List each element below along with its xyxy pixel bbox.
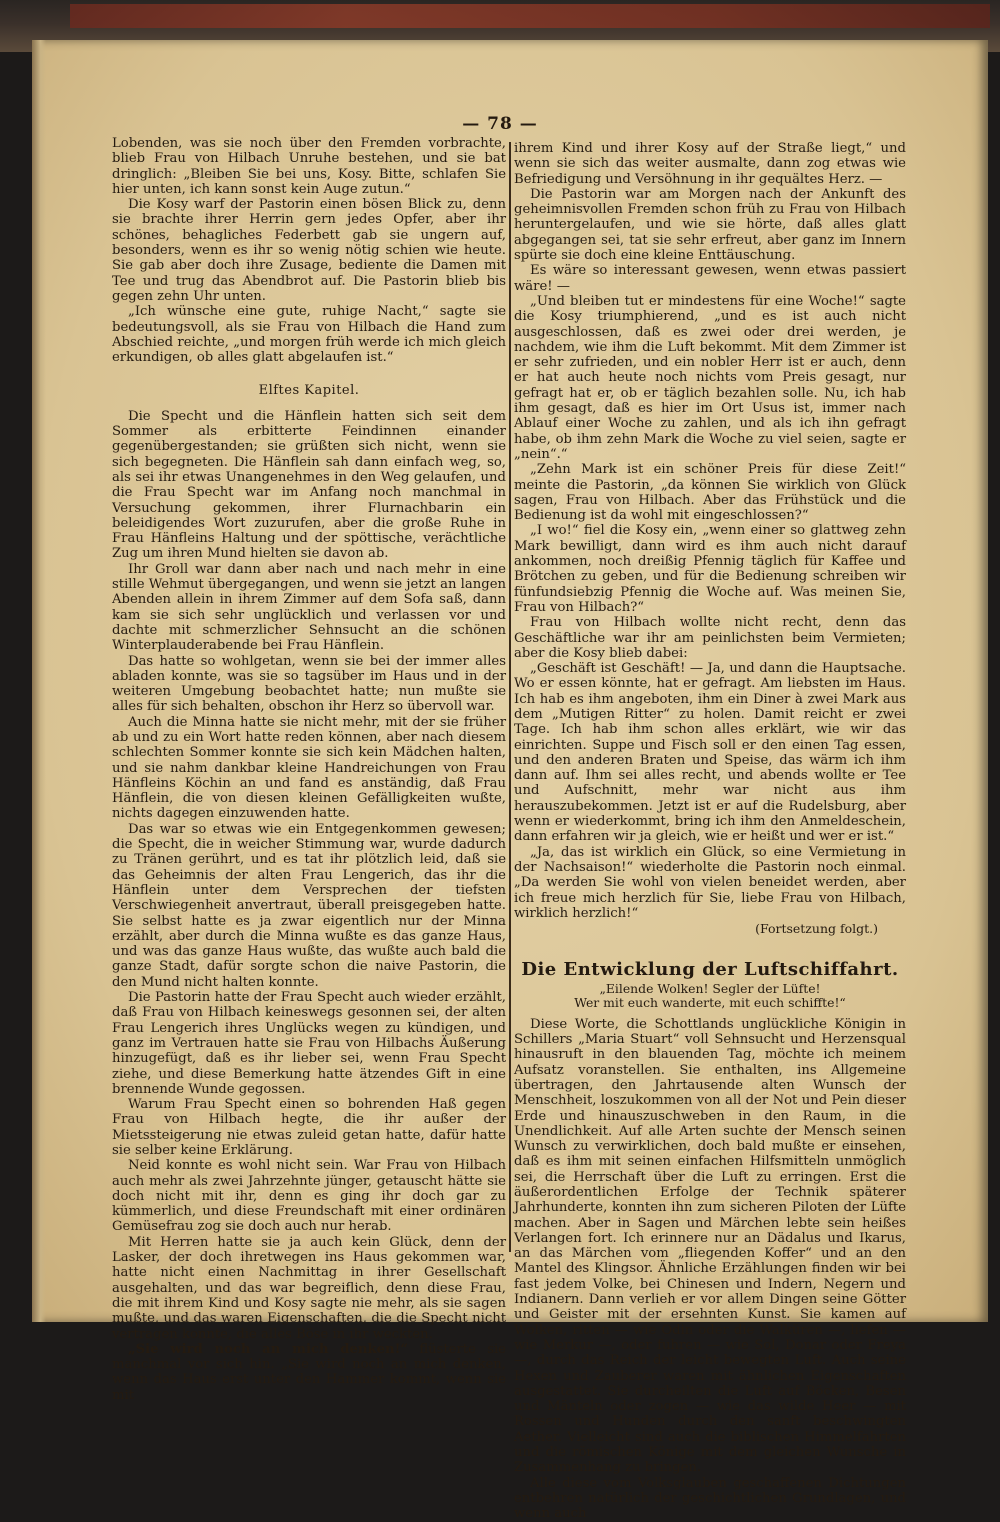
right-paragraph: „Ja, das ist wirklich ein Glück, so eine Vermietung in der Nachsaison!“ wiederholte die Pastorin noch einmal. „Da werden Sie wohl von vielen beneidet werden, aber ich freue mich herzlich für Sie, liebe Frau von Hilbach, wirklich herzlich!“: [514, 844, 906, 921]
left-paragraph: Die Pastorin hatte der Frau Specht auch wieder erzählt, daß Frau von Hilbach keineswegs gesonnen sei, der alten Frau Lengerich ihres Unglücks wegen zu kündigen, und ganz im Vertrauen hatte sie Frau von Hilbachs Äußerung hinzugefügt, daß es ihr lieber sei, wenn Frau Specht ziehe, und diese Bemerkung hatte ätzendes Gift in eine brennende Wunde gegossen.: [112, 990, 506, 1097]
quote-rest: flüsterte sie manchmal vor sich hin. „Sie wird noch an mich denken, wenn das Haus erst unter den Hammer kommt, wenn sie mit: [112, 1341, 506, 1403]
chapter-heading: Elftes Kapitel.: [258, 383, 360, 399]
right-paragraph: ihrem Kind und ihrer Kosy auf der Straße liegt,“ und wenn sie sich das weiter ausmalte, dann zog etwas wie Befriedigung und Versöhnung in ihr gequältes Herz. —: [514, 141, 906, 187]
left-paragraph: Mit Herren hatte sie ja auch kein Glück, denn der Lasker, der doch ihretwegen ins Haus gekommen war, hatte nicht einen Nachmittag in ihrer Gesellschaft ausgehalten, und das war begreiflich, denn diese Frau, die mit ihrem Kind und Kosy sagte nie mehr, als sie sagen mußte, und das waren Eigenschaften, die die Specht nicht vertragen konnte, die alles Böse in ihr weckten.: [112, 1234, 506, 1342]
right-paragraph: „Und bleiben tut er mindestens für eine Woche!“ sagte die Kosy triumphierend, „und es ist auch nicht ausgeschlossen, daß es zwei oder drei werden, je nachdem, wie ihm die Luft bekommt. Mit dem Zimmer ist er sehr zufrieden, und ein nobler Herr ist er auch, denn er hat auch heute noch nichts vom Preis gesagt, nur gefragt hat er, ob er täglich bezahlen solle. Nu, ich hab ihm gesagt, daß es hier im Ort Usus ist, immer nach Ablauf einer Woche zu zahlen, und als ich ihn gefragt habe, ob ihm zehn Mark die Woche zu viel seien, sagte er „nein“.“: [514, 293, 906, 462]
left-paragraph: Auch die Minna hatte sie nicht mehr, mit der sie früher ab und zu ein Wort hatte reden können, aber nach diesem schlechten Sommer konnte sie sich kein Mädchen halten, und sie nahm dankbar kleine Handreichungen von Frau Hänfleins Köchin an und fand es anständig, daß Frau Hänflein, die von diesen kleinen Gefälligkeiten wußte, nichts dagegen einzuwenden hatte.: [112, 714, 506, 822]
motto-line: „Eilende Wolken! Segler der Lüfte!: [599, 980, 821, 996]
column-rule: [509, 142, 511, 1252]
left-paragraph: Das hatte so wohlgetan, wenn sie bei der immer alles abladen konnte, was sie so tagsüber im Haus und in der weiteren Umgebung beobachtet hatte; nun mußte sie alles für sich behalten, obschon ihr Herz so übervoll war.: [112, 653, 506, 715]
left-paragraph: „Ich wünsche eine gute, ruhige Nacht,“ sagte sie bedeutungsvoll, als sie Frau von Hilbach die Hand zum Abschied reichte, „und morgen früh werde ich mich gleich erkundigen, ob alles glatt abgelaufen ist.“: [112, 304, 506, 366]
article-motto: [514, 982, 906, 1011]
motto-line: Wer mit euch wanderte, mit euch schiffte!“: [574, 995, 846, 1011]
right-paragraph: „Geschäft ist Geschäft! — Ja, und dann die Hauptsache. Wo er essen könnte, hat er gefragt. Am liebsten im Haus. Ich hab es ihm angeboten, ihm ein Diner à zwei Mark aus dem „Mutigen Ritter“ zu holen. Damit reicht er zwei Tage. Ich hab ihm schon alles erklärt, wie wir das einrichten. Suppe und Fisch soll er den einen Tag essen, und den anderen Braten und Speise, das wärm ich ihm dann auf. Ihm sei alles recht, und abends wollte er Tee und Aufschnitt, mehr war nicht aus ihm herauszubekommen. Jetzt ist er auf die Rudelsburg, aber wenn er wiederkommt, bring ich ihm den Anmeldeschein, dann erfahren wir ja gleich, wie er heißt und wer er ist.“: [514, 661, 906, 845]
right-paragraph: Frau von Hilbach wollte nicht recht, denn das Geschäftliche war ihr am peinlichsten beim Vermieten; aber die Kosy blieb dabei:: [514, 615, 906, 661]
left-paragraph: Die Specht und die Hänflein hatten sich seit dem Sommer als erbitterte Feindinnen einander gegenübergestanden; sie grüßten sich nicht, wenn sie sich begegneten. Die Hänflein sah dann einfach weg, so, als sei ihr etwas Unangenehmes in den Weg gelaufen, und die Frau Specht war im Anfang noch manchmal in Versuchung gekommen, ihrer Flurnachbarin ein beleidigendes Wort zuzurufen, aber die große Ruhe in Frau Hänfleins Haltung und der spöttische, verächtliche Zug um ihren Mund hielten sie davon ab.: [112, 408, 506, 562]
right-paragraph: „I wo!“ fiel die Kosy ein, „wenn einer so glattweg zehn Mark bewilligt, dann wird es ihm auch nicht darauf ankommen, noch dreißig Pfennig täglich für Kaffee und Brötchen zu geben, und für die Bedienung schreiben wir fünfundsiebzig Pfennig die Woche auf. Was meinen Sie, Frau von Hilbach?“: [514, 523, 906, 615]
continuation-note: (Fortsetzung folgt.): [755, 921, 878, 937]
right-paragraph: Es wäre so interessant gewesen, wenn etwas passiert wäre! —: [514, 263, 906, 294]
left-paragraph: Lobenden, was sie noch über den Fremden vorbrachte, blieb Frau von Hilbach Unruhe bestehen, und sie bat dringlich: „Bleiben Sie bei uns, Kosy. Bitte, schlafen Sie hier unten, ich kann sonst kein Auge zutun.“: [112, 136, 506, 197]
quote-emphasis: „Sie wird noch an mich denken!“: [128, 1341, 408, 1357]
left-paragraph: Warum Frau Specht einen so bohrenden Haß gegen Frau von Hilbach hegte, die ihr außer der Mietssteigerung nie etwas zuleid getan hatte, dafür hatte sie selber keine Erklärung.: [112, 1097, 506, 1158]
binding-red-cloth: [70, 4, 990, 28]
left-column: [112, 136, 506, 1403]
left-paragraph: Das war so etwas wie ein Entgegenkommen gewesen; die Specht, die in weicher Stimmung war, wurde dadurch zu Tränen gerührt, und es tat ihr plötzlich leid, daß sie das Geheimnis der alten Frau Lengerich, das ihr die Hänflein unter dem Versprechen der tiefsten Verschwiegenheit anvertraut, überall preisgegeben hatte. Sie selbst hatte es ja zwar eigentlich nur der Minna erzählt, aber durch die Minna wußte es das ganze Haus, und was das ganze Haus wußte, das wußte auch bald die ganze Stadt, dafür sorgte schon die naive Pastorin, die den Mund nicht halten konnte.: [112, 821, 506, 990]
page-gutter-shadow: [32, 40, 46, 1322]
left-paragraph: Die Kosy warf der Pastorin einen bösen Blick zu, denn sie brachte ihrer Herrin gern jedes Opfer, aber ihr schönes, behagliches Federbett gab sie ungern auf, besonders, wenn es ihr so wenig nötig schien wie heute. Sie gab aber doch ihre Zusage, bediente die Damen mit Tee und trug das Abendbrot auf. Die Pastorin blieb bis gegen zehn Uhr unten.: [112, 197, 506, 304]
article-paragraph: Diese Worte, die Schottlands unglückliche Königin in Schillers „Maria Stuart“ voll Sehnsucht und Herzensqual hinausruft in den blauenden Tag, möchte ich meinem Aufsatz voranstellen. Sie enthalten, ins Allgemeine übertragen, den Jahrtausende alten Wunsch der Menschheit, loszukommen von all der Not und Pein dieser Erde und hinauszuschweben in den Raum, in die Unendlichkeit. Auf alle Arten suchte der Mensch seinen Wunsch zu verwirklichen, doch bald mußte er einsehen, daß es ihm mit seinen einfachen Hilfsmitteln unmöglich sei, die Herrschaft über die Luft zu erringen. Erst die äußerordentlichen Erfolge der Technik späterer Jahrhunderte, konnten ihn zum sicheren Piloten der Lüfte machen. Aber in Sagen und Märchen lebte sein heißes Verlangen fort. Ich erinnere nur an Dädalus und Ikarus, an das Märchen vom „fliegenden Koffer“ und an den Mantel des Klingsor. Ähnliche Erzählungen finden wir bei fast jedem Volke, bei Chinesen und Indern, Negern und Indianern. Dann verlieh er vor allem Dingen seine Götter und Geister mit der ersehnten Kunst. Sie kamen auf Wolken, ritten — wie Odin oder die Walküren —, liefen — wie Merkur —, oder fuhren — wie Sol, Donar oder Freya —, durch das Reich der leicht bewegten Luft. Auch seine Hexen und Zauberer waren mit ähnlichen Eigenschaften ausgestattet. Sie durcheilten die Luft auf Böcken, Besen und Mänteln oder zogen — wie das wilde Heer — mit Rossen und Hunden durch den sanft beschwingten Aether. Vielleicht sind auch die biblischen Himmelfahrten und die römischen Könige mit dem gleichen Wunsche in Zusammenhang zu bringen.: [514, 1016, 906, 1476]
right-column: [514, 141, 906, 1522]
left-paragraph: Neid konnte es wohl nicht sein. War Frau von Hilbach auch mehr als zwei Jahrzehnte jünger, getauscht hätte sie doch nicht mit ihr, denn es ging ihr doch gar zu kümmerlich, und diese Freundschaft mit einer ordinären Gemüsefrau zog sie doch auch nur herab.: [112, 1158, 506, 1235]
article-paragraph: Alle diese vom Volksglauben geschaffenen Dichtungen entbehren natürlich der geschichtlichen Grundlagen, und wenn auch: [514, 1475, 906, 1522]
right-paragraph: Die Pastorin war am Morgen nach der Ankunft des geheimnisvollen Fremden schon früh zu Frau von Hilbach heruntergelaufen, und wie sie hörte, daß alles glatt abgegangen sei, tat sie sehr erfreut, aber ganz im Innern spürte sie doch eine kleine Enttäuschung.: [514, 186, 906, 264]
page-number: — 78 —: [462, 114, 538, 134]
article-title: Die Entwicklung der Luftschiffahrt.: [521, 959, 899, 981]
left-paragraph: Ihr Groll war dann aber nach und nach mehr in eine stille Wehmut übergegangen, und wenn sie jetzt an langen Abenden allein in ihrem Zimmer auf dem Sofa saß, dann kam sie sich sehr unglücklich und verlassen vor und dachte mit schmerzlicher Sehnsucht an die schönen Winterplauderabende bei Frau Hänflein.: [112, 561, 506, 654]
left-paragraph-final: [112, 1342, 506, 1403]
right-paragraph: „Zehn Mark ist ein schöner Preis für diese Zeit!“ meinte die Pastorin, „da können Sie wirklich von Glück sagen, Frau von Hilbach. Aber das Frühstück und die Bedienung ist da wohl mit eingeschlossen?“: [514, 462, 906, 524]
